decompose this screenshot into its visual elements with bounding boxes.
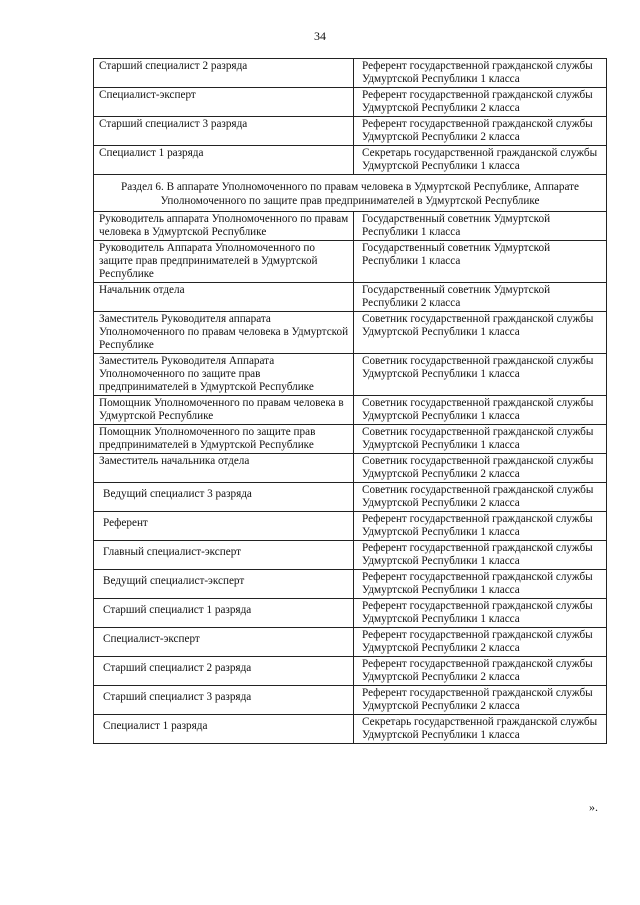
classification-cell: Референт государственной гражданской службы Удмуртской Республики 2 класса xyxy=(354,88,607,117)
position-cell: Старший специалист 3 разряда xyxy=(94,117,354,146)
classification-cell: Советник государственной гражданской службы Удмуртской Республики 2 класса xyxy=(354,483,607,512)
classification-cell: Государственный советник Удмуртской Республики 1 класса xyxy=(354,212,607,241)
table-row xyxy=(94,59,607,88)
table-row xyxy=(94,599,607,628)
classification-cell: Советник государственной гражданской службы Удмуртской Республики 1 класса xyxy=(354,312,607,354)
classification-cell: Референт государственной гражданской службы Удмуртской Республики 1 класса xyxy=(354,541,607,570)
table-row xyxy=(94,570,607,599)
classification-cell: Референт государственной гражданской службы Удмуртской Республики 2 класса xyxy=(354,117,607,146)
table-row xyxy=(94,396,607,425)
table-row xyxy=(94,88,607,117)
table-row xyxy=(94,541,607,570)
closing-quote-mark: ». xyxy=(589,800,598,814)
position-cell: Старший специалист 2 разряда xyxy=(94,59,354,88)
position-cell: Руководитель Аппарата Уполномоченного по защите прав предпринимателей в Удмуртской Республике xyxy=(94,241,354,283)
table-row xyxy=(94,657,607,686)
classification-cell: Советник государственной гражданской службы Удмуртской Республики 1 класса xyxy=(354,425,607,454)
classification-cell: Референт государственной гражданской службы Удмуртской Республики 2 класса xyxy=(354,628,607,657)
positions-table xyxy=(93,58,607,744)
classification-cell: Референт государственной гражданской службы Удмуртской Республики 1 класса xyxy=(354,570,607,599)
position-cell: Помощник Уполномоченного по защите прав предпринимателей в Удмуртской Республике xyxy=(94,425,354,454)
classification-cell: Секретарь государственной гражданской службы Удмуртской Республики 1 класса xyxy=(354,146,607,175)
position-cell: Референт xyxy=(94,512,354,541)
page-number: 34 xyxy=(314,29,326,43)
table-row xyxy=(94,241,607,283)
table-row xyxy=(94,454,607,483)
position-cell: Ведущий специалист-эксперт xyxy=(94,570,354,599)
section-header-row xyxy=(94,175,607,212)
table-row xyxy=(94,146,607,175)
position-cell: Специалист 1 разряда xyxy=(94,715,354,744)
position-cell: Специалист-эксперт xyxy=(94,628,354,657)
position-cell: Старший специалист 2 разряда xyxy=(94,657,354,686)
classification-cell: Государственный советник Удмуртской Республики 2 класса xyxy=(354,283,607,312)
table-row xyxy=(94,212,607,241)
table-row xyxy=(94,425,607,454)
position-cell: Старший специалист 3 разряда xyxy=(94,686,354,715)
classification-cell: Референт государственной гражданской службы Удмуртской Республики 1 класса xyxy=(354,59,607,88)
position-cell: Заместитель начальника отдела xyxy=(94,454,354,483)
table-row xyxy=(94,628,607,657)
section-header: Раздел 6. В аппарате Уполномоченного по правам человека в Удмуртской Республике, Аппарате Уполномоченного по защите прав предпринимателей в Удмуртской Республике xyxy=(94,175,607,212)
classification-cell: Референт государственной гражданской службы Удмуртской Республики 2 класса xyxy=(354,686,607,715)
classification-cell: Советник государственной гражданской службы Удмуртской Республики 1 класса xyxy=(354,354,607,396)
table-row xyxy=(94,283,607,312)
classification-cell: Референт государственной гражданской службы Удмуртской Республики 1 класса xyxy=(354,599,607,628)
table-row xyxy=(94,312,607,354)
position-cell: Специалист-эксперт xyxy=(94,88,354,117)
table-row xyxy=(94,354,607,396)
position-cell: Помощник Уполномоченного по правам человека в Удмуртской Республике xyxy=(94,396,354,425)
table-row xyxy=(94,512,607,541)
classification-cell: Референт государственной гражданской службы Удмуртской Республики 2 класса xyxy=(354,657,607,686)
classification-cell: Секретарь государственной гражданской службы Удмуртской Республики 1 класса xyxy=(354,715,607,744)
position-cell: Специалист 1 разряда xyxy=(94,146,354,175)
position-cell: Начальник отдела xyxy=(94,283,354,312)
position-cell: Заместитель Руководителя Аппарата Уполномоченного по защите прав предпринимателей в Удмуртской Республике xyxy=(94,354,354,396)
table-row xyxy=(94,117,607,146)
position-cell: Старший специалист 1 разряда xyxy=(94,599,354,628)
position-cell: Главный специалист-эксперт xyxy=(94,541,354,570)
position-cell: Ведущий специалист 3 разряда xyxy=(94,483,354,512)
table-row xyxy=(94,715,607,744)
position-cell: Заместитель Руководителя аппарата Уполномоченного по правам человека в Удмуртской Республике xyxy=(94,312,354,354)
classification-cell: Государственный советник Удмуртской Республики 1 класса xyxy=(354,241,607,283)
table-row xyxy=(94,686,607,715)
table-row xyxy=(94,483,607,512)
classification-cell: Референт государственной гражданской службы Удмуртской Республики 1 класса xyxy=(354,512,607,541)
classification-cell: Советник государственной гражданской службы Удмуртской Республики 2 класса xyxy=(354,454,607,483)
classification-cell: Советник государственной гражданской службы Удмуртской Республики 1 класса xyxy=(354,396,607,425)
position-cell: Руководитель аппарата Уполномоченного по правам человека в Удмуртской Республике xyxy=(94,212,354,241)
